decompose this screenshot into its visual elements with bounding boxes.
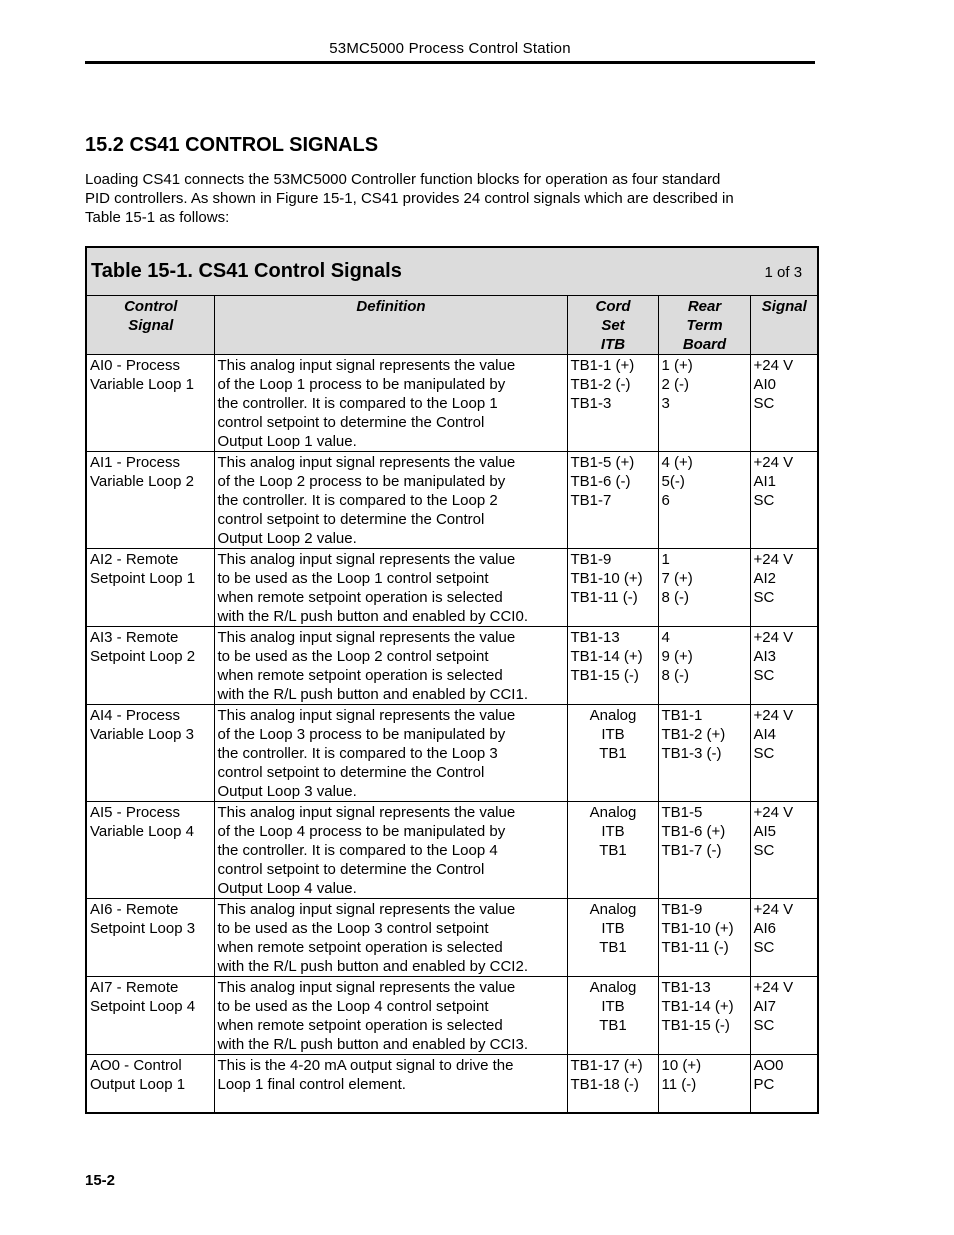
cell-cord-set-itb-line: TB1-11 (-)	[570, 589, 638, 606]
cell-rear-term-board-line: TB1-13	[661, 979, 711, 996]
cell-control-signal	[86, 1055, 214, 1113]
cell-cord-set-itb	[567, 802, 658, 899]
cell-rear-term-board-line: 10 (+)	[661, 1057, 702, 1074]
cell-signal	[750, 899, 818, 977]
cell-definition	[214, 1055, 567, 1113]
cell-control-signal-line: Variable Loop 1	[90, 376, 194, 393]
intro-paragraph	[85, 170, 815, 227]
cell-signal-line: +24 V	[753, 979, 794, 996]
cell-control-signal-line: AI5 - Process	[90, 804, 181, 821]
cell-rear-term-board	[658, 1055, 750, 1113]
cell-definition-line: Output Loop 1 value.	[217, 433, 357, 450]
cell-definition-line: with the R/L push button and enabled by CCI1.	[217, 686, 528, 703]
cell-signal-line: AI0	[753, 376, 777, 393]
cell-cord-set-itb	[567, 355, 658, 452]
cell-control-signal	[86, 899, 214, 977]
cell-definition-line: of the Loop 1 process to be manipulated by	[217, 376, 506, 393]
cell-signal-line: AI2	[753, 570, 777, 587]
cell-signal-line: +24 V	[753, 629, 794, 646]
cell-rear-term-board-line: 11 (-)	[661, 1076, 697, 1093]
cell-rear-term-board-line: TB1-9	[661, 901, 703, 918]
cell-control-signal-line: AI1 - Process	[90, 454, 181, 471]
cell-definition-line: when remote setpoint operation is selected	[217, 667, 503, 684]
cell-control-signal	[86, 705, 214, 802]
cell-rear-term-board-line: 3	[661, 395, 670, 412]
cell-cord-set-itb-line: TB1-13	[570, 629, 620, 646]
cell-cord-set-itb-line: TB1	[599, 939, 627, 956]
cell-definition-line: when remote setpoint operation is selected	[217, 1017, 503, 1034]
cell-control-signal-line: Setpoint Loop 3	[90, 920, 196, 937]
table-row	[86, 977, 818, 1055]
running-header: 53MC5000 Process Control Station	[329, 40, 571, 57]
cell-rear-term-board-line: 1	[661, 551, 670, 568]
cell-cord-set-itb-line: ITB	[601, 823, 625, 840]
table-row	[86, 802, 818, 899]
cell-definition	[214, 899, 567, 977]
cell-control-signal-line: AI3 - Remote	[90, 629, 179, 646]
cell-signal-line: AO0	[753, 1057, 784, 1074]
cell-cord-set-itb-line: ITB	[601, 998, 625, 1015]
cell-rear-term-board-line: TB1-11 (-)	[661, 939, 729, 956]
cell-signal-line: +24 V	[753, 901, 794, 918]
cell-rear-term-board-line: TB1-1	[661, 707, 703, 724]
cell-control-signal-line: AI0 - Process	[90, 357, 181, 374]
cell-cord-set-itb	[567, 899, 658, 977]
cell-definition	[214, 452, 567, 549]
cell-control-signal	[86, 977, 214, 1055]
cell-control-signal	[86, 549, 214, 627]
cell-definition-line: Output Loop 2 value.	[217, 530, 357, 547]
cell-control-signal-line: AO0 - Control	[90, 1057, 182, 1074]
cell-cord-set-itb	[567, 452, 658, 549]
header-rear-term-board: Rear Term Board	[658, 296, 750, 355]
cell-cord-set-itb-line: Analog	[589, 804, 637, 821]
intro-line: PID controllers. As shown in Figure 15-1, CS41 provides 24 control signals which are described in	[85, 190, 734, 207]
cell-control-signal	[86, 627, 214, 705]
cell-definition-line: control setpoint to determine the Control	[217, 414, 485, 431]
cell-control-signal-line: Variable Loop 3	[90, 726, 194, 743]
cell-signal	[750, 355, 818, 452]
cell-definition-line: This analog input signal represents the value	[217, 551, 516, 568]
cell-signal-line: SC	[753, 589, 775, 606]
table-row	[86, 355, 818, 452]
cell-definition-line: Output Loop 3 value.	[217, 783, 357, 800]
cell-definition-line: control setpoint to determine the Control	[217, 764, 485, 781]
cell-rear-term-board	[658, 705, 750, 802]
cell-definition-line: Output Loop 4 value.	[217, 880, 357, 897]
cell-cord-set-itb	[567, 627, 658, 705]
cell-definition-line: of the Loop 2 process to be manipulated by	[217, 473, 506, 490]
intro-line: Loading CS41 connects the 53MC5000 Controller function blocks for operation as four standard	[85, 171, 721, 188]
cell-cord-set-itb-line: TB1-10 (+)	[570, 570, 643, 587]
table-row	[86, 452, 818, 549]
cell-definition-line: This analog input signal represents the value	[217, 629, 516, 646]
header-signal: Signal	[750, 296, 818, 355]
cell-signal-line: AI6	[753, 920, 777, 937]
cell-rear-term-board	[658, 802, 750, 899]
cell-cord-set-itb-line: TB1-6 (-)	[570, 473, 631, 490]
cell-cord-set-itb-line: TB1	[599, 1017, 627, 1034]
cell-signal-line: AI1	[753, 473, 777, 490]
cell-control-signal-line: Output Loop 1	[90, 1076, 186, 1093]
cell-signal-line: SC	[753, 1017, 775, 1034]
cell-control-signal-line: Variable Loop 2	[90, 473, 194, 490]
page-number: 15-2	[85, 1172, 116, 1189]
cell-definition-line: with the R/L push button and enabled by CCI3.	[217, 1036, 528, 1053]
cell-cord-set-itb-line: TB1-15 (-)	[570, 667, 639, 684]
cell-cord-set-itb	[567, 1055, 658, 1113]
section-title: 15.2 CS41 CONTROL SIGNALS	[85, 134, 379, 156]
cell-signal-line: +24 V	[753, 804, 794, 821]
cell-rear-term-board-line: 7 (+)	[661, 570, 693, 587]
cell-signal-line: SC	[753, 939, 775, 956]
cell-cord-set-itb-line: TB1-9	[570, 551, 612, 568]
table-row	[86, 549, 818, 627]
cell-signal-line: SC	[753, 745, 775, 762]
cell-rear-term-board-line: 9 (+)	[661, 648, 693, 665]
cell-definition	[214, 627, 567, 705]
cell-signal-line: AI7	[753, 998, 777, 1015]
cell-cord-set-itb-line: TB1-2 (-)	[570, 376, 631, 393]
cell-rear-term-board-line: TB1-7 (-)	[661, 842, 722, 859]
cell-definition-line: with the R/L push button and enabled by CCI2.	[217, 958, 528, 975]
cell-signal	[750, 705, 818, 802]
cell-signal	[750, 452, 818, 549]
intro-line: Table 15-1 as follows:	[85, 209, 230, 226]
cell-definition-line: control setpoint to determine the Control	[217, 861, 485, 878]
cell-definition-line: when remote setpoint operation is selected	[217, 939, 503, 956]
cell-rear-term-board-line: 4	[661, 629, 670, 646]
cell-cord-set-itb-line: TB1-18 (-)	[570, 1076, 639, 1093]
cell-definition	[214, 705, 567, 802]
cell-definition-line: This analog input signal represents the value	[217, 707, 516, 724]
table-caption	[86, 247, 818, 296]
cell-rear-term-board-line: 8 (-)	[661, 667, 689, 684]
cell-rear-term-board	[658, 452, 750, 549]
cell-signal	[750, 802, 818, 899]
cell-cord-set-itb	[567, 977, 658, 1055]
cell-rear-term-board-line: TB1-15 (-)	[661, 1017, 730, 1034]
cell-cord-set-itb-line: TB1-17 (+)	[570, 1057, 643, 1074]
cell-signal-line: PC	[753, 1076, 775, 1093]
cell-control-signal-line: Variable Loop 4	[90, 823, 194, 840]
cell-definition-line: This is the 4-20 mA output signal to drive the	[217, 1057, 514, 1074]
cell-signal	[750, 977, 818, 1055]
cell-cord-set-itb-line: ITB	[601, 920, 625, 937]
cell-signal-line: +24 V	[753, 454, 794, 471]
cell-definition-line: of the Loop 3 process to be manipulated by	[217, 726, 506, 743]
cell-signal-line: AI3	[753, 648, 777, 665]
cell-signal-line: SC	[753, 667, 775, 684]
cell-signal	[750, 1055, 818, 1113]
cell-signal	[750, 549, 818, 627]
cell-rear-term-board-line: 4 (+)	[661, 454, 693, 471]
cell-signal-line: AI5	[753, 823, 777, 840]
cell-rear-term-board-line: TB1-10 (+)	[661, 920, 734, 937]
header-cord-set-itb: Cord Set ITB	[567, 296, 658, 355]
cell-control-signal	[86, 802, 214, 899]
cell-definition-line: to be used as the Loop 1 control setpoint	[217, 570, 489, 587]
cell-definition-line: the controller. It is compared to the Loop 1	[217, 395, 498, 412]
cell-control-signal-line: AI6 - Remote	[90, 901, 179, 918]
cell-definition-line: control setpoint to determine the Control	[217, 511, 485, 528]
table-row	[86, 627, 818, 705]
cell-cord-set-itb-line: TB1-5 (+)	[570, 454, 635, 471]
cell-rear-term-board-line: 1 (+)	[661, 357, 693, 374]
cell-signal-line: SC	[753, 842, 775, 859]
cell-signal	[750, 627, 818, 705]
table-caption-row	[86, 247, 818, 296]
cell-cord-set-itb-line: Analog	[589, 979, 637, 996]
cell-definition-line: with the R/L push button and enabled by CCI0.	[217, 608, 528, 625]
cell-control-signal-line: Setpoint Loop 2	[90, 648, 196, 665]
table-title: Table 15-1. CS41 Control Signals	[91, 260, 402, 282]
cell-cord-set-itb-line: TB1-7	[570, 492, 612, 509]
cell-rear-term-board-line: TB1-6 (+)	[661, 823, 726, 840]
cell-cord-set-itb-line: ITB	[601, 726, 625, 743]
table-header-row	[86, 296, 818, 355]
cell-rear-term-board-line: 8 (-)	[661, 589, 689, 606]
cell-control-signal-line: AI7 - Remote	[90, 979, 179, 996]
table-page-indicator: 1 of 3	[764, 264, 803, 281]
cell-definition-line: to be used as the Loop 4 control setpoint	[217, 998, 489, 1015]
cell-rear-term-board-line: TB1-5	[661, 804, 703, 821]
cell-definition-line: This analog input signal represents the value	[217, 454, 516, 471]
table-row	[86, 1055, 818, 1113]
cell-rear-term-board	[658, 899, 750, 977]
control-signals-table	[85, 246, 819, 1114]
cell-signal-line: AI4	[753, 726, 777, 743]
cell-definition	[214, 549, 567, 627]
cell-definition	[214, 977, 567, 1055]
cell-signal-line: SC	[753, 492, 775, 509]
cell-control-signal-line: AI4 - Process	[90, 707, 181, 724]
cell-definition-line: to be used as the Loop 3 control setpoint	[217, 920, 489, 937]
cell-definition-line: This analog input signal represents the value	[217, 804, 516, 821]
cell-rear-term-board-line: TB1-3 (-)	[661, 745, 722, 762]
cell-signal-line: SC	[753, 395, 775, 412]
cell-rear-term-board-line: TB1-14 (+)	[661, 998, 734, 1015]
header-definition: Definition	[214, 296, 567, 355]
cell-signal-line: +24 V	[753, 551, 794, 568]
header-control-signal: Control Signal	[86, 296, 214, 355]
cell-control-signal-line: Setpoint Loop 4	[90, 998, 196, 1015]
cell-control-signal-line: Setpoint Loop 1	[90, 570, 196, 587]
header-rule	[85, 61, 815, 64]
cell-signal-line: +24 V	[753, 707, 794, 724]
cell-cord-set-itb-line: TB1	[599, 745, 627, 762]
cell-rear-term-board	[658, 627, 750, 705]
cell-rear-term-board-line: TB1-2 (+)	[661, 726, 726, 743]
cell-rear-term-board	[658, 977, 750, 1055]
cell-definition-line: the controller. It is compared to the Loop 3	[217, 745, 498, 762]
cell-signal-line: +24 V	[753, 357, 794, 374]
cell-cord-set-itb-line: TB1-1 (+)	[570, 357, 635, 374]
cell-control-signal	[86, 355, 214, 452]
cell-definition-line: of the Loop 4 process to be manipulated by	[217, 823, 506, 840]
cell-control-signal	[86, 452, 214, 549]
table-row	[86, 899, 818, 977]
cell-definition	[214, 802, 567, 899]
cell-definition-line: This analog input signal represents the value	[217, 357, 516, 374]
cell-definition-line: This analog input signal represents the value	[217, 979, 516, 996]
cell-cord-set-itb-line: Analog	[589, 901, 637, 918]
cell-rear-term-board	[658, 355, 750, 452]
cell-cord-set-itb	[567, 549, 658, 627]
cell-definition-line: Loop 1 final control element.	[217, 1076, 406, 1093]
cell-cord-set-itb	[567, 705, 658, 802]
cell-cord-set-itb-line: TB1-14 (+)	[570, 648, 643, 665]
cell-definition-line: This analog input signal represents the value	[217, 901, 516, 918]
cell-rear-term-board	[658, 549, 750, 627]
cell-control-signal-line: AI2 - Remote	[90, 551, 179, 568]
cell-cord-set-itb-line: TB1-3	[570, 395, 612, 412]
cell-cord-set-itb-line: TB1	[599, 842, 627, 859]
cell-definition-line: when remote setpoint operation is selected	[217, 589, 503, 606]
cell-rear-term-board-line: 2 (-)	[661, 376, 689, 393]
cell-rear-term-board-line: 5(-)	[661, 473, 685, 490]
cell-definition-line: the controller. It is compared to the Loop 2	[217, 492, 498, 509]
cell-cord-set-itb-line: Analog	[589, 707, 637, 724]
cell-definition-line: to be used as the Loop 2 control setpoint	[217, 648, 489, 665]
table-row	[86, 705, 818, 802]
cell-definition-line: the controller. It is compared to the Loop 4	[217, 842, 498, 859]
cell-rear-term-board-line: 6	[661, 492, 670, 509]
cell-definition	[214, 355, 567, 452]
